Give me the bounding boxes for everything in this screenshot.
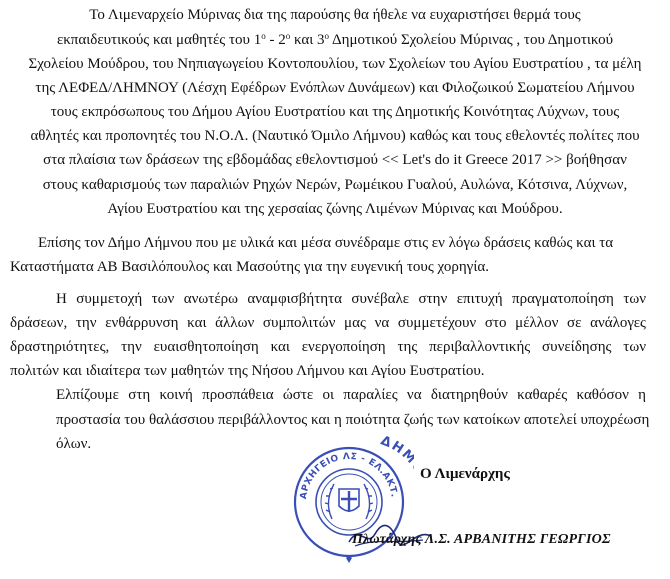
p1-line2-part4: Δημοτικού Σχολείου Μύρινας , του Δημοτικού <box>329 32 614 48</box>
signature-name: Πλωτάρχης Λ.Σ. ΑΡΒΑΝΙΤΗΣ ΓΕΩΡΓΙΟΣ <box>352 532 611 547</box>
p1-line2-part1: εκπαιδευτικούς και μαθητές του 1 <box>56 32 262 48</box>
p3-line2: δράσεων, την ενθάρρυνση και άλλων συμπολιτών μας να συμμετέχουν στο μέλλον σε ανάλογες <box>10 315 646 331</box>
p3-line1: Η συμμετοχή των ανωτέρω αναμφισβήτητα συνέβαλε στην επιτυχή πραγματοποίηση των <box>56 291 646 307</box>
p1-line4: της ΛΕΦΕΔ/ΛΗΜΝΟΥ (Λέσχη Εφέδρων Ενόπλων Δυνάμεων) και Φιλοζωικού Σωματείου Λήμνου <box>35 80 635 96</box>
p4-line1: Ελπίζουμε στη κοινή προσπάθεια ώστε οι παραλίες να διατηρηθούν καθαρές καθόσον η <box>56 387 646 403</box>
p1-line2-part3: και 3 <box>290 32 325 48</box>
p4-line3: όλων. <box>56 436 92 452</box>
p1-line3: Σχολείου Μούδρου, του Νηπιαγωγείου Κοντοπουλίου, των Σχολείων του Αγίου Ευστρατίου , τα μέλη <box>28 56 642 72</box>
ordinal-sup-2: ο <box>285 31 291 41</box>
signature-title: Ο Λιμενάρχης <box>420 466 510 482</box>
official-seal <box>284 424 414 574</box>
p1-line5: τους εκπρόσωπους του Δήμου Αγίου Ευστρατίου και της Δημοτικής Κοινότητας Λύχνων, τους <box>50 104 620 120</box>
p2-line2: Καταστήματα ΑΒ Βασιλόπουλος και Μασούτης για την ευγενική τους χορηγία. <box>10 259 489 275</box>
p1-line7: στα πλαίσια των δράσεων της εβδομάδας εθελοντισμού << Let's do it Greece 2017 >> βοήθησαν <box>43 152 627 168</box>
p1-line9: Αγίου Ευστρατίου και της χερσαίας ζώνης Λιμένων Μύρινας και Μούδρου. <box>107 201 563 217</box>
p1-line6: αθλητές και προπονητές του Ν.Ο.Λ. (Ναυτικό Όμιλο Λήμνου) καθώς και τους εθελοντές πολίτες που <box>30 128 640 144</box>
p2-line1: Επίσης τον Δήμο Λήμνου που με υλικά και μέσα συνέδραμε στις εν λόγω δράσεις καθώς και τα <box>38 235 614 251</box>
p4-line2: προστασία του θαλάσσιου περιβάλλοντος και η ποιότητα ζωής των κατοίκων αποτελεί υποχρέωση <box>56 412 650 428</box>
p1-line8: στους καθαρισμούς των παραλιών Ρηχών Νερών, Ρωμέικου Γυαλού, Αυλώνα, Κότσινα, Λύχνων, <box>42 177 628 193</box>
p3-line4: πολιτών και ιδιαίτερα των μαθητών της Νήσου Λήμνου και Αγίου Ευστρατίου. <box>10 363 485 379</box>
svg-text:ΔΗΜΟΚΡΑΤΙΑ: ΔΗ <box>378 433 408 458</box>
seal-icon <box>284 424 414 574</box>
p1-line2-part2: - 2 <box>265 32 286 48</box>
p3-line3: δραστηριότητες, την ευαισθητοποίηση και ενεργοποίηση της περιβαλλοντικής συνείδησης των <box>10 339 646 355</box>
p1-line1: Το Λιμεναρχείο Μύρινας δια της παρούσης θα ήθελε να ευχαριστήσει θερμά τους <box>89 7 581 23</box>
ordinal-sup-1: ο <box>261 31 266 41</box>
ordinal-sup-3: ο <box>324 31 330 41</box>
svg-text:ΑΡΧΗΓΕΙΟ ΛΣ - ΕΛ.ΑΚΤ. • ΛΙΜΕΝΙ: ΑΡΧΗΓΕΙΟ ΛΣ - ΕΛ.ΑΚΤ. <box>298 451 399 500</box>
p1-line2 <box>0 31 670 49</box>
